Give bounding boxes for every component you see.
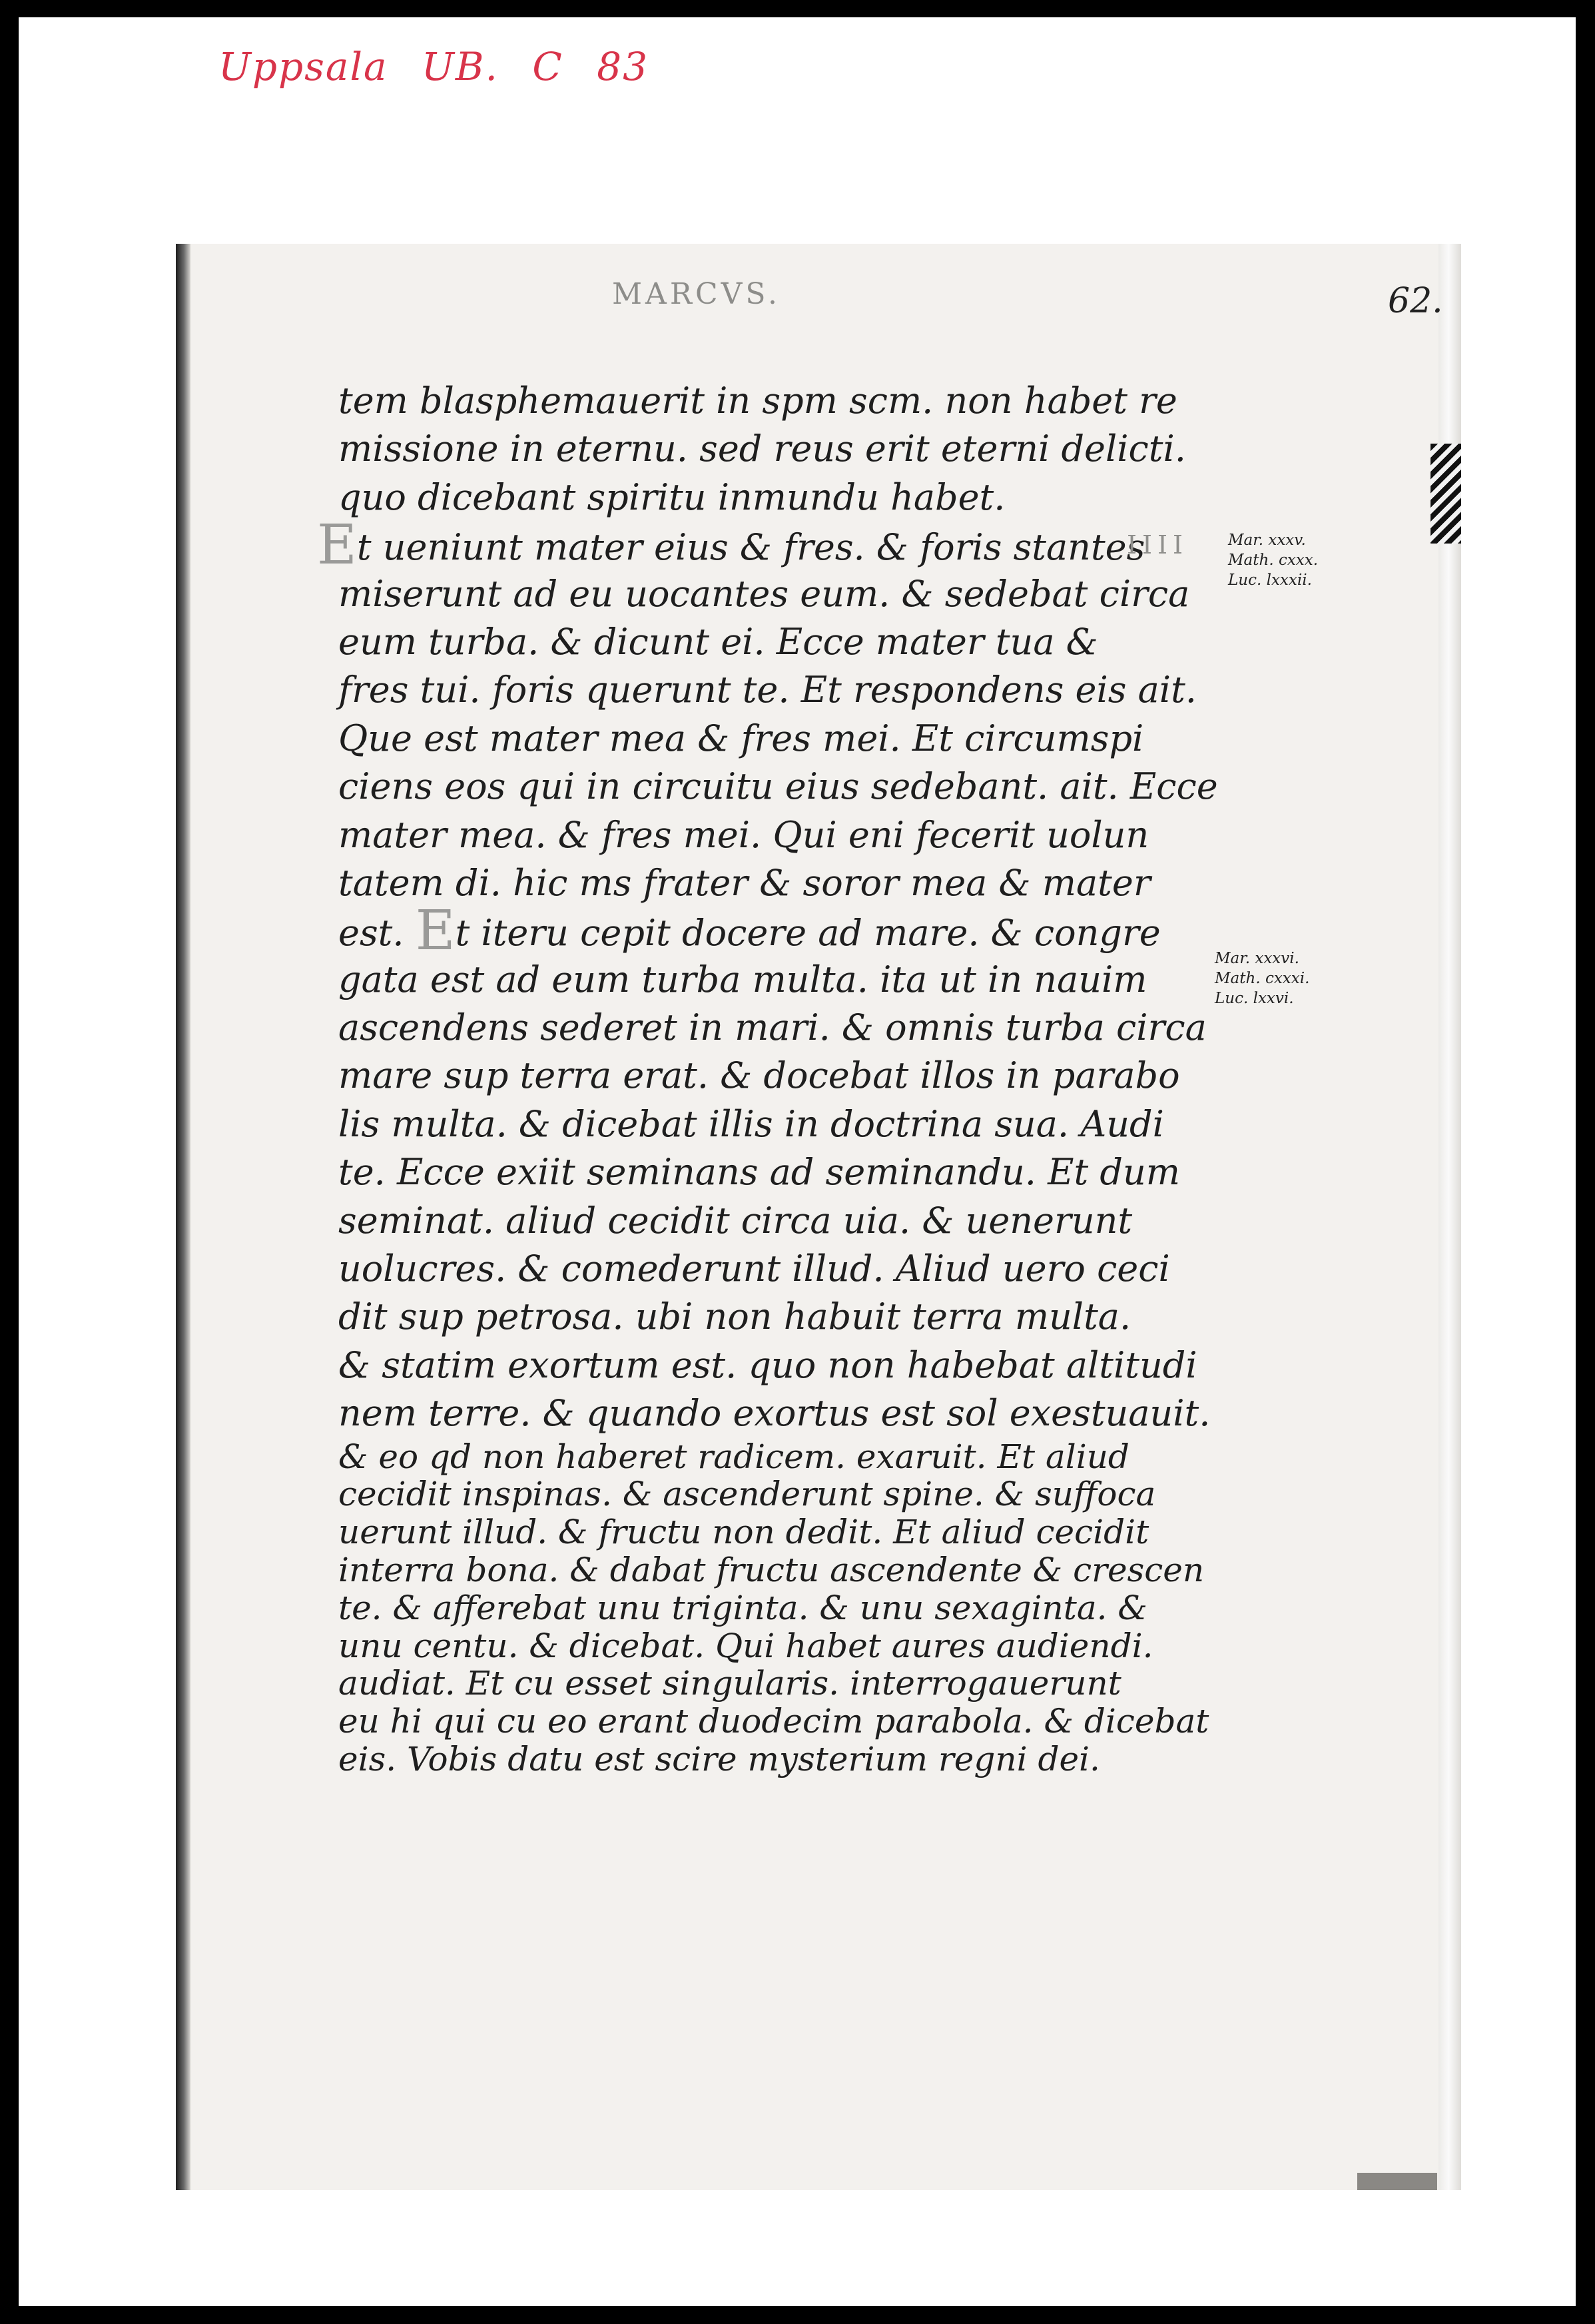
text-line-17: te. Ecce exiit seminans ad seminandu. Et dum bbox=[338, 1151, 1180, 1194]
concordance-1-line-1: Mar. xxxv. bbox=[1228, 532, 1306, 549]
text-line-12-body: est. Et iteru cepit docere ad mare. & congre bbox=[338, 899, 1161, 963]
marginal-concordance-2 bbox=[1215, 949, 1309, 1008]
marginal-concordance-1 bbox=[1228, 530, 1318, 590]
text-line-5: miserunt ad eu uocantes eum. & sedebat circa bbox=[338, 572, 1190, 615]
text-line-4-body: t ueniunt mater eius & fres. & foris stantes bbox=[356, 526, 1145, 569]
decorated-initial-2: E bbox=[415, 899, 456, 963]
concordance-2-line-1: Mar. xxxvi. bbox=[1215, 950, 1299, 967]
concordance-1-line-2: Math. cxxx. bbox=[1228, 552, 1319, 569]
text-line-31: eis. Vobis datu est scire mysterium regni dei. bbox=[338, 1739, 1100, 1778]
concordance-1-line-3: Luc. lxxxii. bbox=[1228, 572, 1312, 589]
text-line-20: dit sup petrosa. ubi non habuit terra multa. bbox=[338, 1296, 1131, 1338]
text-line-22: nem terre. & quando exortus est sol exestuauit. bbox=[338, 1392, 1211, 1435]
text-column bbox=[317, 377, 1284, 1778]
manuscript-photograph bbox=[176, 244, 1461, 2190]
text-line-3: quo dicebant spiritu inmundu habet. bbox=[338, 476, 1006, 518]
text-line-6: eum turba. & dicunt ei. Ecce mater tua & bbox=[338, 620, 1098, 663]
concordance-2-line-2: Math. cxxxi. bbox=[1215, 970, 1310, 987]
text-line-10: mater mea. & fres mei. Qui eni fecerit uolun bbox=[338, 813, 1149, 856]
text-line-11: tatem di. hic ms frater & soror mea & mater bbox=[338, 861, 1151, 904]
archive-shelfmark-note: Uppsala UB. C 83 bbox=[218, 44, 649, 89]
running-title: MARCVS. bbox=[612, 277, 781, 311]
text-line-26: interra bona. & dabat fructu ascendente & crescen bbox=[338, 1550, 1205, 1589]
text-line-8: Que est mater mea & fres mei. Et circumspi bbox=[338, 717, 1144, 759]
text-line-14: ascendens sederet in mari. & omnis turba circa bbox=[338, 1006, 1207, 1049]
text-line-18: seminat. aliud cecidit circa uia. & uenerunt bbox=[338, 1199, 1133, 1242]
text-line-1: tem blasphemauerit in spm scm. non habet re bbox=[338, 380, 1177, 422]
text-line-15: mare sup terra erat. & docebat illos in parabo bbox=[338, 1054, 1180, 1097]
text-line-2: missione in eternu. sed reus erit eterni delicti. bbox=[338, 428, 1186, 470]
text-line-23: & eo qd non haberet radicem. exaruit. Et aliud bbox=[338, 1437, 1129, 1476]
book-binding-edge bbox=[176, 244, 190, 2190]
text-line-21: & statim exortum est. quo non habebat altitudi bbox=[338, 1344, 1197, 1386]
concordance-2-line-3: Luc. lxxvi. bbox=[1215, 990, 1294, 1007]
text-line-28: unu centu. & dicebat. Qui habet aures audiendi. bbox=[338, 1626, 1153, 1665]
text-line-16: lis multa. & dicebat illis in doctrina sua. Audi bbox=[338, 1102, 1164, 1145]
text-line-27: te. & afferebat unu triginta. & unu sexaginta. & bbox=[338, 1588, 1147, 1627]
text-line-25: uerunt illud. & fructu non dedit. Et aliud cecidit bbox=[338, 1513, 1149, 1552]
folio-tab-marker bbox=[1431, 444, 1461, 544]
page-bottom-shadow bbox=[1357, 2173, 1437, 2190]
text-line-7: fres tui. foris querunt te. Et respondens eis ait. bbox=[338, 669, 1197, 711]
section-roman-numeral: IIII bbox=[1127, 530, 1189, 560]
text-line-30: eu hi qui cu eo erant duodecim parabola. & dicebat bbox=[338, 1702, 1209, 1741]
photo-mount-sheet bbox=[19, 17, 1576, 2306]
text-line-13: gata est ad eum turba multa. ita ut in nauim bbox=[338, 958, 1147, 1000]
text-line-24: cecidit inspinas. & ascenderunt spine. & suffoca bbox=[338, 1475, 1156, 1514]
text-line-29: audiat. Et cu esset singularis. interrogauerunt bbox=[338, 1664, 1121, 1703]
text-line-9: ciens eos qui in circuitu eius sedebant. ait. Ecce bbox=[338, 765, 1218, 808]
decorated-initial: E bbox=[317, 514, 357, 578]
folio-number: 62. bbox=[1388, 281, 1443, 321]
text-line-19: uolucres. & comederunt illud. Aliud uero ceci bbox=[338, 1248, 1170, 1290]
